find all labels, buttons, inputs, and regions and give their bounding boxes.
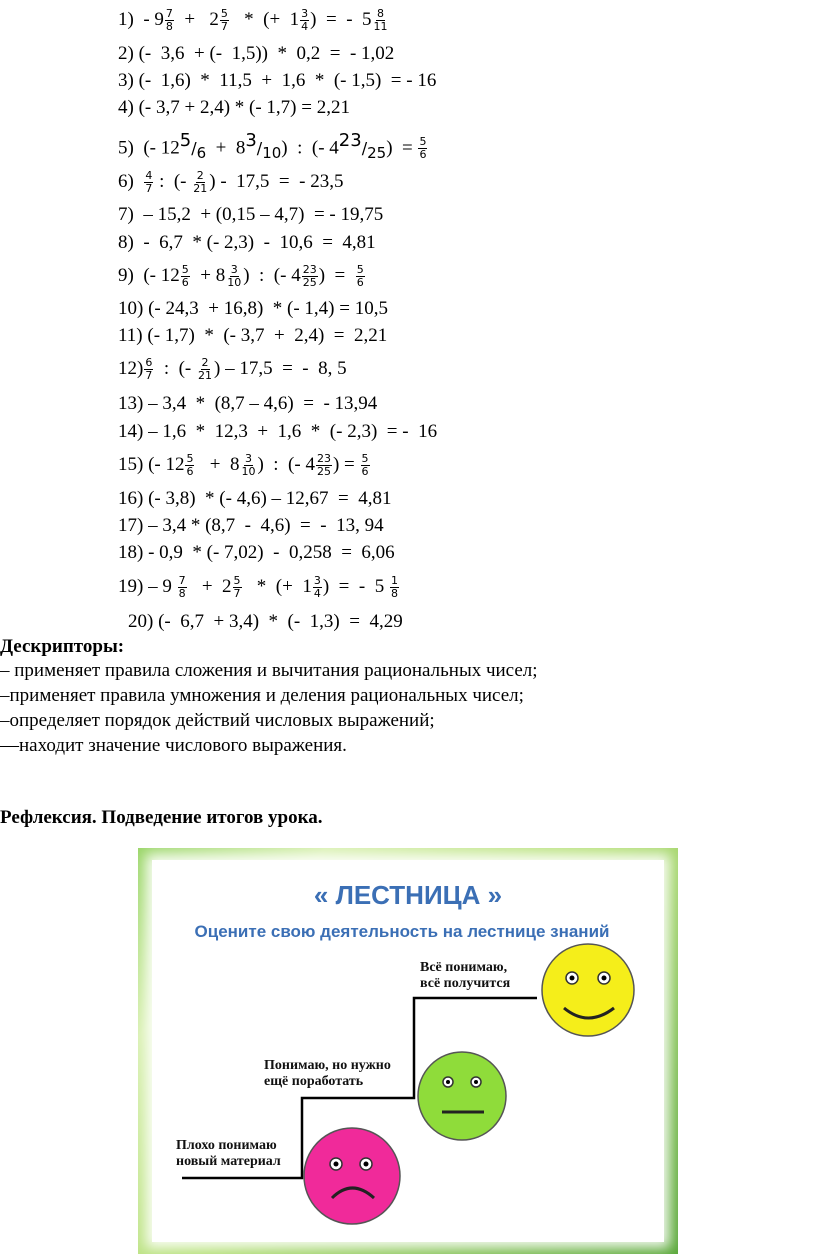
exercise-number: 20) [128, 611, 154, 632]
exercise-9: 9) (- 12 $\frac{5}{6}$ + 8 $\frac{3}{10}$ ) : (- 4 $\frac{23}{25}$ ) = $\frac{5}{6}$ [118, 263, 364, 289]
descriptor-item: –определяет порядок действий числовых выражений; [0, 710, 435, 731]
exercise-number: 6) [118, 170, 134, 192]
exercise-17 [118, 515, 384, 537]
exercise-text: (- 3,7 + 2,4) * (- 1,7) = 2,21 [138, 97, 350, 118]
exercise-number: 11) [118, 325, 143, 346]
exercise-number: 2) [118, 43, 134, 64]
exercise-15: 15) (- 12 $\frac{5}{6}$ + 8 $\frac{3}{10}$ ) : (- 4 $\frac{23}{25}$ ) = $\frac{5}{6}$ [118, 452, 369, 478]
exercise-number: 18) [118, 542, 144, 563]
exercise-text: (- 3,6 + (- 1,5)) * 0,2 = - 1,02 [138, 43, 395, 64]
exercise-number: 16) [118, 488, 144, 509]
exercise-text: (- 3,8) * (- 4,6) – 12,67 = 4,81 [148, 488, 392, 509]
neutral-face-icon [418, 1052, 506, 1140]
exercise-number: 5) [118, 137, 134, 159]
exercise-3 [118, 70, 436, 92]
exercise-number: 12) [118, 357, 144, 379]
exercise-14 [118, 421, 437, 443]
level-label-bottom: Плохо понимаю новый материал [176, 1138, 281, 1169]
exercise-text: (- 6,7 + 3,4) * (- 1,3) = 4,29 [158, 611, 403, 632]
exercise-1: 1) - 9 $\frac{7}{8}$ + 2 $\frac{5}{7}$ * (+ 1 $\frac{3}{4}$ ) = - 5 $\frac{8}{11}$ [118, 7, 388, 33]
exercise-text: - 0,9 * (- 7,02) - 0,258 = 6,06 [148, 542, 395, 563]
descriptor-item: – применяет правила сложения и вычитания рациональных чисел; [0, 660, 538, 681]
exercise-number: 8) [118, 232, 134, 253]
poster-title: « ЛЕСТНИЦА » [313, 880, 503, 910]
exercise-number: 9) [118, 264, 134, 286]
exercise-2 [118, 43, 394, 65]
exercise-number: 1) [118, 8, 134, 30]
exercise-number: 19) [118, 575, 144, 597]
exercise-18 [118, 542, 395, 564]
exercise-number: 14) [118, 421, 144, 442]
exercise-16 [118, 488, 392, 510]
exercise-number: 10) [118, 298, 144, 319]
exercise-number: 7) [118, 204, 134, 225]
exercise-text: – 15,2 + (0,15 – 4,7) = - 19,75 [143, 204, 384, 225]
exercise-number: 15) [118, 453, 144, 475]
exercise-text: – 1,6 * 12,3 + 1,6 * (- 2,3) = - 16 [148, 421, 438, 442]
exercise-10 [118, 298, 388, 320]
exercise-number: 3) [118, 70, 134, 91]
descriptors-title: Дескрипторы: [0, 636, 125, 657]
exercise-text: (- 24,3 + 16,8) * (- 1,4) = 10,5 [148, 298, 388, 319]
exercise-8 [118, 232, 376, 254]
exercise-19: 19) – 9 $\frac{7}{8}$ + 2 $\frac{5}{7}$ * (+ 1 $\frac{3}{4}$ ) = - 5 $\frac{1}{8}$ [118, 574, 398, 600]
poster-content [152, 860, 664, 1242]
exercise-7 [118, 204, 383, 226]
poster-subtitle: Оцените свою деятельность на лестнице знаний [194, 922, 610, 941]
descriptor-item: –применяет правила умножения и деления рациональных чисел; [0, 685, 524, 706]
ladder-poster [138, 848, 678, 1254]
exercise-text: – 3,4 * (8,7 – 4,6) = - 13,94 [148, 393, 378, 414]
ladder-diagram [152, 860, 664, 1242]
descriptor-item: —находит значение числового выражения. [0, 735, 347, 756]
exercise-text: (- 1,7) * (- 3,7 + 2,4) = 2,21 [147, 325, 388, 346]
exercise-5: 5) (- $125/_6 + 83/_{10}$) : (- $423/_{25}$) = $\frac{5}{6}$ [118, 130, 427, 163]
exercise-number: 4) [118, 97, 134, 118]
exercise-text: – 3,4 * (8,7 - 4,6) = - 13, 94 [148, 515, 384, 536]
exercise-11 [118, 325, 387, 347]
exercise-number: 13) [118, 393, 144, 414]
level-label-middle: Понимаю, но нужно ещё поработать [264, 1058, 391, 1089]
sad-face-icon [304, 1128, 400, 1224]
happy-face-icon [542, 944, 634, 1036]
exercise-20 [128, 611, 403, 633]
exercise-13 [118, 393, 377, 415]
exercise-6: 6) $\frac{4}{7}$ : (- $\frac{2}{21}$ ) - 17,5 = - 23,5 [118, 169, 344, 195]
level-label-top: Всё понимаю, всё получится [420, 960, 511, 991]
exercise-4 [118, 97, 350, 119]
reflection-title: Рефлексия. Подведение итогов урока. [0, 807, 323, 828]
exercise-number: 17) [118, 515, 144, 536]
exercise-text: - 6,7 * (- 2,3) - 10,6 = 4,81 [143, 232, 376, 253]
exercise-text: (- 1,6) * 11,5 + 1,6 * (- 1,5) = - 16 [138, 70, 437, 91]
exercise-12: 12) $\frac{6}{7}$ : (- $\frac{2}{21}$ ) – 17,5 = - 8, 5 [118, 356, 347, 382]
